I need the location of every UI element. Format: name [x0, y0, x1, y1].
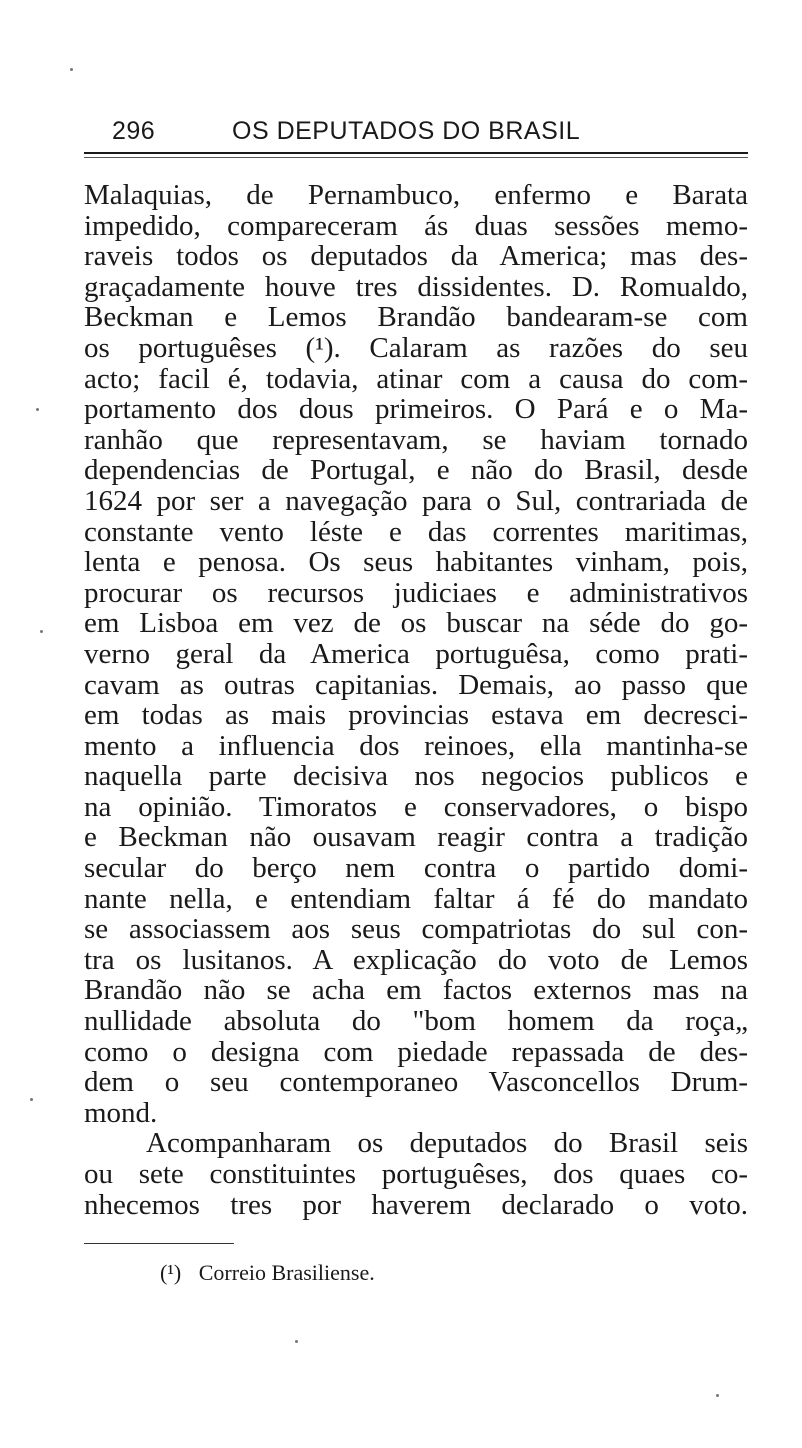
text-line: nhecemos tres por haverem declarado o voto.: [84, 1188, 748, 1221]
text-line: impedido, compareceram ás duas sessões memo-: [84, 209, 748, 242]
text-line: secular do berço nem contra o partido domi-: [84, 852, 748, 885]
text-line: dem o seu contemporaneo Vasconcellos Drum-: [84, 1066, 748, 1099]
text-line: como o designa com piedade repassada de des-: [84, 1035, 748, 1068]
text-line: em todas as mais provincias estava em decresci-: [84, 699, 748, 732]
header-rule-thin: [84, 157, 748, 158]
running-header: [112, 114, 752, 148]
text-line: mond.: [84, 1096, 158, 1129]
text-line: e Beckman não ousavam reagir contra a tradição: [84, 821, 748, 854]
text-line: na opinião. Timoratos e conservadores, o bispo: [84, 790, 748, 823]
text-line: se associassem aos seus compatriotas do sul con-: [84, 913, 748, 946]
scan-speck: [70, 68, 73, 71]
text-line: mento a influencia dos reinoes, ella mantinha-se: [84, 729, 748, 762]
text-line: Beckman e Lemos Brandão bandearam-se com: [84, 301, 748, 334]
text-line: graçadamente houve tres dissidentes. D. Romualdo,: [84, 270, 748, 303]
footnote-marker: (¹): [160, 1260, 182, 1285]
text-line: procurar os recursos judiciaes e administrativos: [84, 576, 748, 609]
text-line: 1624 por ser a navegação para o Sul, contrariada de: [84, 484, 748, 517]
text-line: cavam as outras capitanias. Demais, ao passo que: [84, 668, 748, 701]
body-text: [84, 180, 748, 1220]
text-line: verno geral da America portuguêsa, como prati-: [84, 637, 748, 670]
scan-speck: [40, 630, 43, 633]
text-line: nullidade absoluta do "bom homem da roça„: [84, 1005, 748, 1038]
header-rule: [84, 152, 748, 154]
text-line: naquella parte decisiva nos negocios publicos e: [84, 760, 748, 793]
scan-speck: [716, 1394, 719, 1397]
footnote: [160, 1260, 375, 1286]
scan-speck: [295, 1340, 298, 1343]
text-line: Brandão não se acha em factos externos mas na: [84, 974, 748, 1007]
text-line: raveis todos os deputados da America; mas des-: [84, 240, 748, 273]
scan-speck: [30, 1098, 33, 1101]
text-line: acto; facil é, todavia, atinar com a causa do com-: [84, 362, 748, 395]
text-line-paragraph-start: Acompanharam os deputados do Brasil seis: [146, 1127, 748, 1160]
text-line: ou sete constituintes portuguêses, dos quaes co-: [84, 1158, 748, 1190]
footnote-text: Correio Brasiliense.: [198, 1260, 375, 1285]
text-line: dependencias de Portugal, e não do Brasil, desde: [84, 454, 748, 487]
text-line: tra os lusitanos. A explicação do voto de Lemos: [84, 943, 748, 976]
page-number: 296: [112, 117, 156, 145]
text-line: em Lisboa em vez de os buscar na séde do go-: [84, 607, 748, 640]
running-title: OS DEPUTADOS DO BRASIL: [232, 117, 581, 145]
text-line: Malaquias, de Pernambuco, enfermo e Barata: [84, 179, 748, 211]
text-line: os portuguêses (¹). Calaram as razões do seu: [84, 331, 748, 364]
text-line: portamento dos dous primeiros. O Pará e o Ma-: [84, 393, 748, 426]
text-line: ranhão que representavam, se haviam tornado: [84, 423, 748, 456]
text-line: nante nella, e entendiam faltar á fé do mandato: [84, 882, 748, 915]
text-line: lenta e penosa. Os seus habitantes vinham, pois,: [84, 546, 748, 579]
scan-speck: [36, 408, 39, 411]
text-line: constante vento léste e das correntes maritimas,: [84, 515, 748, 548]
footnote-rule: [84, 1243, 234, 1244]
